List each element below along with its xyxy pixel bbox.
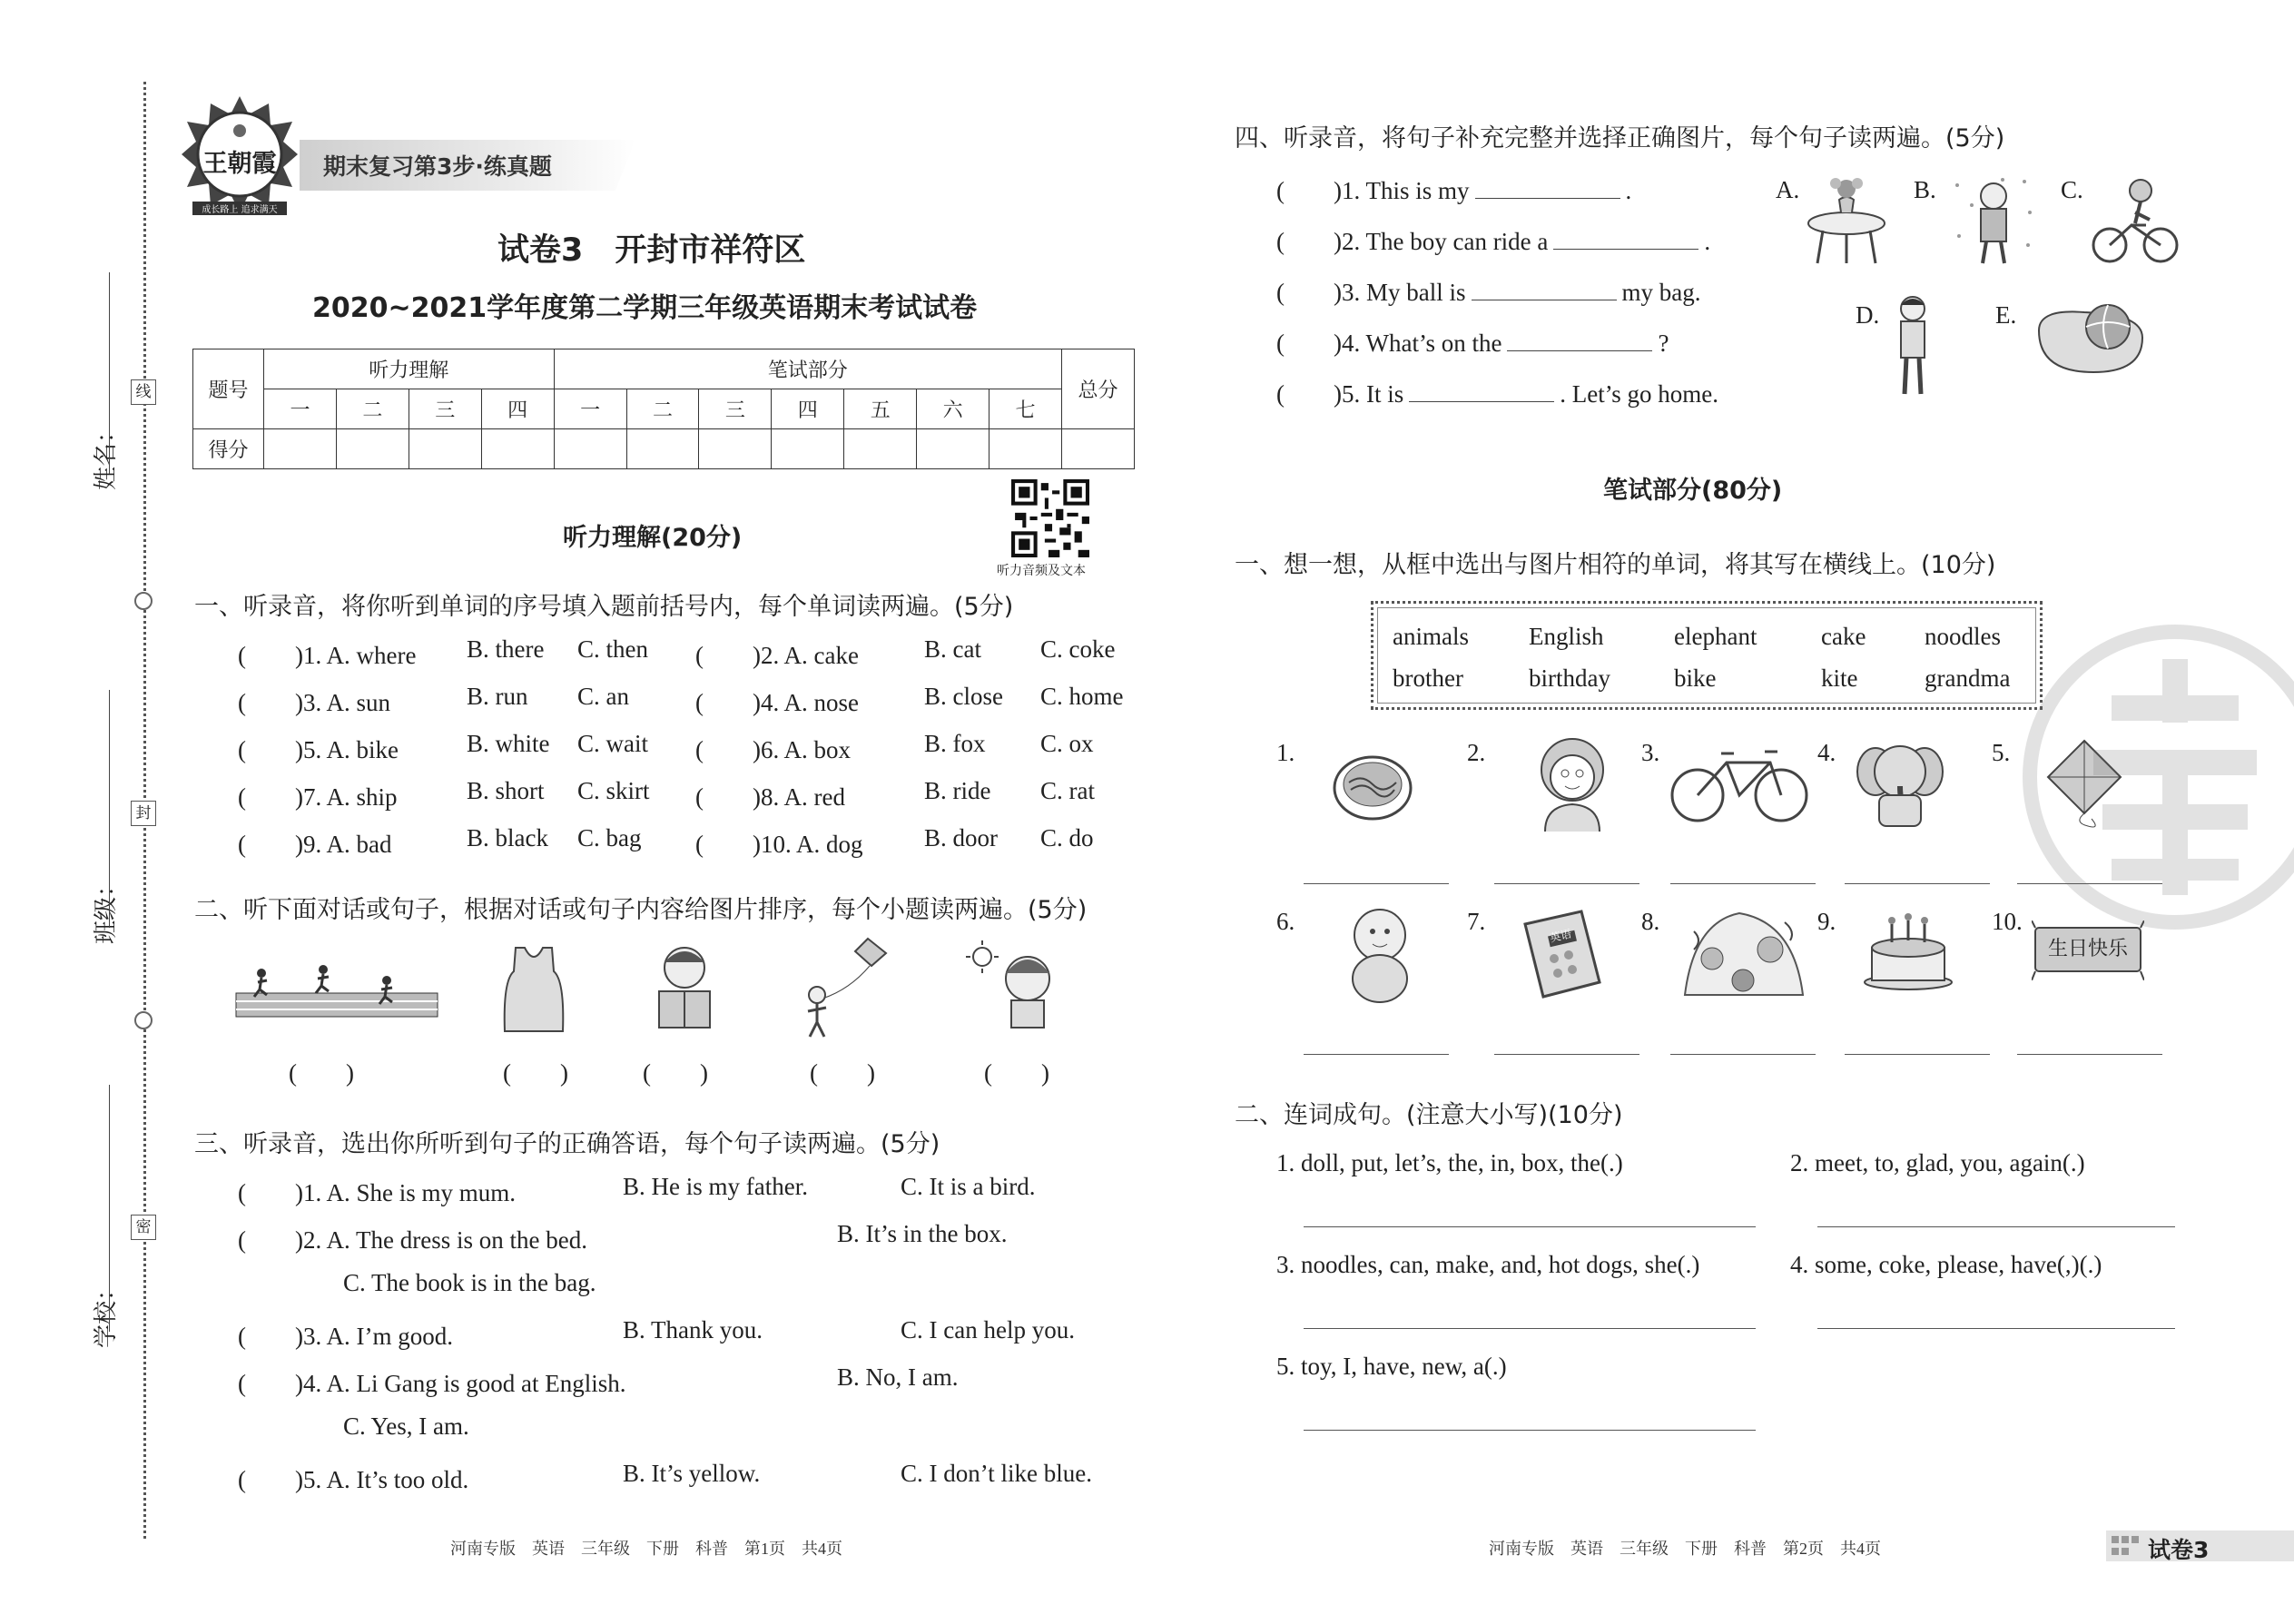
score-cell[interactable]	[626, 429, 699, 469]
score-cell[interactable]	[264, 429, 337, 469]
l3-q2-a: ( )2. A. The dress is on the bed.	[238, 1226, 587, 1254]
l4-label-a: A.	[1776, 176, 1800, 203]
word-option: animals	[1393, 623, 1469, 650]
l3-q4-b: B. No, I am.	[837, 1363, 959, 1391]
l2-bracket-2[interactable]: ( )	[503, 1059, 568, 1087]
col-l3: 三	[409, 389, 481, 429]
l2-bracket-4[interactable]: ( )	[810, 1059, 875, 1087]
score-row-label: 得分	[193, 429, 264, 469]
w2-title: 二、连词成句。(注意大小写)(10分)	[1235, 1101, 1623, 1129]
l3-q1-b: B. He is my father.	[623, 1173, 808, 1200]
l1-option: C. an	[577, 683, 629, 710]
score-cell[interactable]	[772, 429, 844, 469]
w2-answer-line-4[interactable]	[1817, 1327, 2175, 1329]
animals-picture	[1676, 904, 1810, 999]
l1-option: B. door	[924, 824, 998, 851]
answer-line[interactable]	[1845, 882, 1990, 884]
word-option: cake	[1821, 623, 1866, 650]
bicycle-picture	[1670, 741, 1808, 824]
answer-blank[interactable]	[1507, 331, 1652, 351]
running-track-picture	[234, 960, 439, 1020]
answer-blank[interactable]	[1553, 230, 1698, 250]
brand-logo	[180, 94, 300, 214]
answer-blank[interactable]	[1472, 281, 1617, 300]
col-l1: 一	[264, 389, 337, 429]
w2-item-3: 3. noodles, can, make, and, hot dogs, she(.)	[1276, 1251, 1700, 1278]
l4-question-text: ( )5. It is	[1276, 380, 1404, 408]
col-w4: 四	[772, 389, 844, 429]
l1-option: C. home	[1040, 683, 1124, 710]
l3-title: 三、听录音，选出你所听到句子的正确答语，每个句子读两遍。(5分)	[194, 1130, 940, 1158]
answer-blank[interactable]	[1475, 179, 1620, 199]
book-label: 英语	[1548, 927, 1573, 945]
binding-hole-1	[134, 592, 153, 610]
l3-q1-c: C. It is a bird.	[901, 1173, 1036, 1200]
l1-question: ( )10. A. dog	[695, 831, 863, 858]
score-cell[interactable]	[844, 429, 917, 469]
l1-question: ( )2. A. cake	[695, 642, 859, 669]
l1-option: C. coke	[1040, 635, 1116, 663]
l4-title: 四、听录音，将句子补充完整并选择正确图片，每个句子读两遍。(5分)	[1235, 124, 2005, 153]
col-w2: 二	[626, 389, 699, 429]
answer-line[interactable]	[1304, 882, 1449, 884]
footer-left: 河南专版 英语 三年级 下册 科普 第1页 共4页	[450, 1540, 842, 1558]
answer-line[interactable]	[2017, 1053, 2162, 1055]
l1-question: ( )1. A. where	[238, 642, 417, 669]
l4-label-d: D.	[1856, 301, 1880, 329]
qr-code-icon[interactable]	[1011, 479, 1089, 557]
picture-number: 6.	[1276, 908, 1295, 935]
col-w1: 一	[554, 389, 626, 429]
word-option: elephant	[1674, 623, 1757, 650]
seal-label-line: 线	[131, 379, 156, 405]
l3-q3-c: C. I can help you.	[901, 1316, 1075, 1343]
l3-q4-a: ( )4. A. Li Gang is good at English.	[238, 1370, 626, 1397]
logo-text: 王朝霞	[202, 150, 277, 178]
score-cell[interactable]	[699, 429, 772, 469]
picture-number: 2.	[1467, 739, 1486, 766]
l4-question-tail: my bag.	[1621, 279, 1701, 306]
l4-question-text: ( )1. This is my	[1276, 177, 1470, 204]
l1-option: B. fox	[924, 730, 986, 757]
l1-question: ( )7. A. ship	[238, 783, 398, 811]
banner-label: 生日快乐	[2048, 938, 2129, 960]
l4-question-tail: .	[1704, 228, 1711, 255]
picture-number: 7.	[1467, 908, 1486, 935]
l4-question-text: ( )3. My ball is	[1276, 279, 1466, 306]
boy-bike-picture	[2090, 172, 2181, 267]
l3-q3-b: B. Thank you.	[623, 1316, 763, 1343]
l1-option: B. cat	[924, 635, 981, 663]
score-cell[interactable]	[409, 429, 481, 469]
w2-answer-line-1[interactable]	[1304, 1225, 1756, 1227]
listening-title: 听力理解(20分)	[563, 524, 743, 552]
l1-option: C. do	[1040, 824, 1094, 851]
col-w3: 三	[699, 389, 772, 429]
table-row-label: 题号	[193, 349, 264, 429]
l4-question-tail: .	[1625, 177, 1632, 204]
w1-title: 一、想一想，从框中选出与图片相符的单词，将其写在横线上。(10分)	[1235, 551, 1996, 579]
picture-number: 9.	[1817, 908, 1836, 935]
l4-label-c: C.	[2061, 176, 2083, 203]
w2-answer-line-5[interactable]	[1304, 1429, 1756, 1431]
l1-option: B. run	[467, 683, 528, 710]
w2-answer-line-3[interactable]	[1304, 1327, 1756, 1329]
l1-option: C. rat	[1040, 777, 1095, 804]
seal-label-mi: 密	[131, 1215, 156, 1240]
l1-question: ( )9. A. bad	[238, 831, 392, 858]
score-cell[interactable]	[989, 429, 1062, 469]
written-title: 笔试部分(80分)	[1603, 477, 1783, 505]
baby-picture	[1338, 904, 1422, 1006]
score-cell[interactable]	[554, 429, 626, 469]
l1-question: ( )4. A. nose	[695, 689, 859, 716]
word-option: English	[1529, 623, 1604, 650]
answer-line[interactable]	[1304, 1053, 1449, 1055]
score-cell[interactable]	[1062, 429, 1135, 469]
listening-header: 听力理解	[264, 349, 555, 389]
word-option: bike	[1674, 664, 1717, 692]
score-cell[interactable]	[336, 429, 409, 469]
l1-option: B. short	[467, 777, 545, 804]
grandma-picture	[1529, 737, 1616, 832]
score-table	[192, 349, 1135, 469]
l3-q1-a: ( )1. A. She is my mum.	[238, 1179, 517, 1206]
l3-q2-b: B. It’s in the box.	[837, 1220, 1008, 1247]
vest-picture	[499, 944, 568, 1035]
word-option: noodles	[1925, 623, 2001, 650]
l1-option: B. there	[467, 635, 545, 663]
word-option: grandma	[1925, 664, 2011, 692]
l1-question: ( )5. A. bike	[238, 736, 399, 763]
score-cell[interactable]	[917, 429, 989, 469]
picture-number: 1.	[1276, 739, 1295, 766]
l1-question: ( )6. A. box	[695, 736, 851, 763]
answer-line[interactable]	[1845, 1053, 1990, 1055]
l2-bracket-3[interactable]: ( )	[643, 1059, 708, 1087]
col-l4: 四	[481, 389, 554, 429]
w2-item-5: 5. toy, I, have, new, a(.)	[1276, 1353, 1507, 1380]
l4-question-text: ( )2. The boy can ride a	[1276, 228, 1549, 255]
w2-item-1: 1. doll, put, let’s, the, in, box, the(.)	[1276, 1149, 1623, 1176]
boy-standing-picture	[1890, 294, 1935, 398]
qr-caption: 听力音频及文本	[997, 564, 1086, 578]
picture-number: 10.	[1992, 908, 2023, 935]
footer-right: 河南专版 英语 三年级 下册 科普 第2页 共4页	[1489, 1540, 1881, 1558]
l3-q3-a: ( )3. A. I’m good.	[238, 1323, 453, 1350]
noodles-bowl-picture	[1331, 746, 1414, 826]
l1-option: C. skirt	[577, 777, 650, 804]
l4-question-tail: . Let’s go home.	[1560, 380, 1718, 408]
confidential-watermark	[2021, 623, 2294, 931]
footer-tab-dots	[2112, 1536, 2139, 1556]
name-field-label: 姓名：	[93, 418, 120, 490]
page-title: 试卷3 开封市祥符区	[497, 232, 806, 269]
w2-item-4: 4. some, coke, please, have(,)(.)	[1790, 1251, 2102, 1278]
l2-title: 二、听下面对话或句子，根据对话或句子内容给图片排序，每个小题读两遍。(5分)	[194, 896, 1088, 924]
answer-blank[interactable]	[1409, 382, 1554, 402]
col-l2: 二	[336, 389, 409, 429]
l1-option: B. black	[467, 824, 548, 851]
seal-label-feng: 封	[131, 801, 156, 826]
picture-number: 3.	[1641, 739, 1660, 766]
l1-option: B. ride	[924, 777, 991, 804]
l1-option: C. bag	[577, 824, 642, 851]
l2-bracket-1[interactable]: ( )	[289, 1059, 354, 1087]
l3-q2-c: C. The book is in the bag.	[343, 1269, 596, 1296]
sunny-girl-picture	[966, 940, 1062, 1035]
word-option: brother	[1393, 664, 1463, 692]
l4-label-b: B.	[1914, 176, 1936, 203]
l1-option: B. white	[467, 730, 550, 757]
class-field-label: 班级：	[93, 872, 120, 944]
l1-option: B. close	[924, 683, 1003, 710]
answer-line[interactable]	[1494, 1053, 1639, 1055]
col-w7: 七	[989, 389, 1062, 429]
l1-option: C. ox	[1040, 730, 1094, 757]
footer-tab-label: 试卷3	[2148, 1537, 2210, 1563]
col-w6: 六	[917, 389, 989, 429]
w2-answer-line-2[interactable]	[1817, 1225, 2175, 1227]
picture-number: 5.	[1992, 739, 2011, 766]
l3-q5-a: ( )5. A. It’s too old.	[238, 1466, 469, 1493]
written-header: 笔试部分	[554, 349, 1061, 389]
english-book-picture	[1512, 906, 1609, 1002]
picture-number: 4.	[1817, 739, 1836, 766]
section-banner-text: 期末复习第3步·练真题	[323, 153, 552, 180]
school-field-line[interactable]	[109, 1085, 110, 1332]
answer-line[interactable]	[1670, 882, 1816, 884]
l4-question	[1276, 171, 1631, 206]
class-field-line[interactable]	[109, 690, 110, 928]
l2-bracket-5[interactable]: ( )	[984, 1059, 1049, 1087]
boy-reading-picture	[646, 944, 723, 1038]
l3-q5-b: B. It’s yellow.	[623, 1460, 761, 1487]
ball-bag-picture	[2030, 290, 2151, 381]
binding-hole-2	[134, 1011, 153, 1029]
table-vase-picture	[1805, 172, 1888, 267]
l4-question	[1276, 323, 1669, 359]
picture-number: 8.	[1641, 908, 1660, 935]
answer-line[interactable]	[1494, 882, 1639, 884]
page-subtitle: 2020~2021学年度第二学期三年级英语期末考试试卷	[312, 292, 978, 324]
boy-snow-picture	[1948, 172, 2039, 267]
score-cell[interactable]	[481, 429, 554, 469]
birthday-cake-picture	[1861, 906, 1955, 991]
word-option: kite	[1821, 664, 1858, 692]
l1-question: ( )8. A. red	[695, 783, 845, 811]
logo-subtext: 成长路上 追求满天	[192, 202, 287, 215]
l4-question-text: ( )4. What’s on the	[1276, 330, 1502, 357]
l4-question	[1276, 374, 1718, 409]
l4-question	[1276, 221, 1710, 257]
name-field-line[interactable]	[109, 272, 110, 474]
word-option: birthday	[1529, 664, 1610, 692]
l4-question	[1276, 272, 1701, 308]
l1-option: C. wait	[577, 730, 648, 757]
l1-question: ( )3. A. sun	[238, 689, 390, 716]
total-header: 总分	[1062, 349, 1135, 429]
l4-label-e: E.	[1995, 301, 2017, 329]
girl-kite-picture	[795, 935, 895, 1040]
l1-title: 一、听录音，将你听到单词的序号填入题前括号内，每个单词读两遍。(5分)	[194, 593, 1014, 621]
w2-item-2: 2. meet, to, glad, you, again(.)	[1790, 1149, 2085, 1176]
l3-q5-c: C. I don’t like blue.	[901, 1460, 1092, 1487]
col-w5: 五	[844, 389, 917, 429]
l4-question-tail: ?	[1658, 330, 1669, 357]
elephant-picture	[1856, 735, 1944, 830]
l3-q4-c: C. Yes, I am.	[343, 1412, 469, 1440]
l1-option: C. then	[577, 635, 648, 663]
school-field-label: 学校：	[93, 1276, 120, 1348]
word-box	[1371, 601, 2043, 710]
answer-line[interactable]	[1670, 1053, 1816, 1055]
